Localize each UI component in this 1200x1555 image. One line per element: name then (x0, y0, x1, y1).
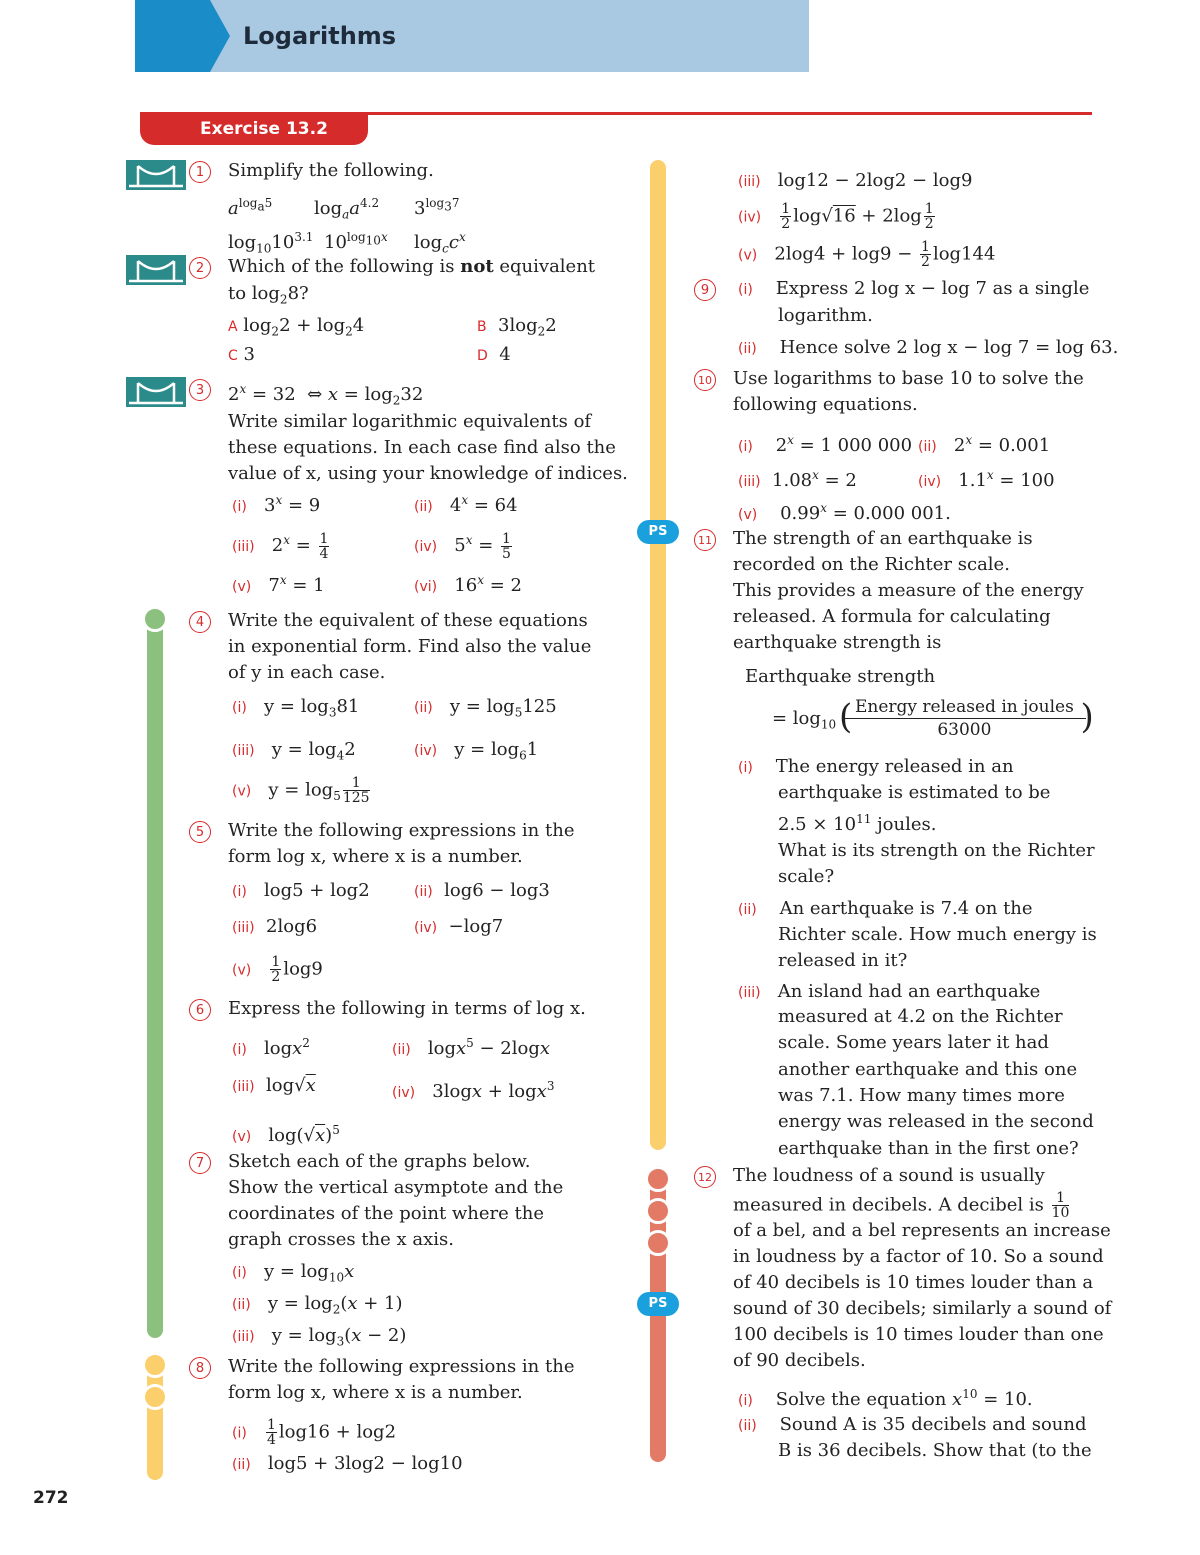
question-text: was 7.1. How many times more (778, 1085, 1065, 1106)
question-text: released in it? (778, 950, 908, 971)
part-iii: (iii) $2^x$ = $\frac{1}{4}$ (232, 530, 329, 562)
part-i: (i) $3^x = 9$ (232, 493, 321, 516)
question-text: Write similar logarithmic equivalents of (228, 411, 592, 432)
part-ii: (ii) $2^x = 0.001$ (918, 433, 1051, 456)
question-number: 1 (189, 161, 211, 183)
question-number: 10 (694, 369, 716, 391)
formula: = $\log_{10}$ (772, 708, 837, 732)
exercise-label (140, 114, 368, 145)
part-v: (v) $7^x = 1$ (232, 573, 325, 596)
option-b: B $3\log_22$ (477, 315, 557, 339)
part-ii: (ii) $y = \log_5125$ (414, 696, 557, 720)
part-ii: (ii) Hence solve 2 log x − log 7 = log 63. (738, 337, 1119, 358)
bridge-icon (126, 255, 186, 285)
question-number: 5 (189, 821, 211, 843)
question-text: in loudness by a factor of 10. So a sound (733, 1246, 1104, 1267)
part-iv: (iv) $1.1^x = 100$ (918, 468, 1055, 491)
question-text: form log x, where x is a number. (228, 846, 523, 867)
question-text: measured in decibels. A decibel is $\frac{1}{10}$ (733, 1190, 1070, 1221)
question-text: measured at 4.2 on the Richter (778, 1006, 1063, 1027)
part-v: (v) $y = \log_5$ $\frac{1}{125}$ (232, 775, 370, 806)
part-v: (v) $0.99^x = 0.000$ 001. (738, 501, 951, 524)
question-text: Write the following expressions in the (228, 820, 575, 841)
header-tab (135, 0, 230, 72)
question-text: earthquake strength is (733, 632, 942, 653)
question-text: in exponential form. Find also the value (228, 636, 592, 657)
ps-badge: PS (637, 520, 679, 544)
part-iv: (iv) $y = \log_61$ (414, 739, 539, 763)
question-text: B is 36 decibels. Show that (to the (778, 1440, 1092, 1461)
question-text: Richter scale. How much energy is (778, 924, 1097, 945)
math-expression: $10^{log_{10}x}$ (324, 230, 388, 253)
question-text: Write the following expressions in the (228, 1356, 575, 1377)
part-i: (i) Express 2 log x − log 7 as a single (738, 278, 1090, 299)
header-band (135, 0, 809, 72)
question-text: value of x, using your knowledge of indices. (228, 463, 628, 484)
question-text: form log x, where x is a number. (228, 1382, 523, 1403)
part-ii: (ii) Sound A is 35 decibels and sound (738, 1414, 1087, 1435)
math-expression: $3^{log_37}$ (414, 196, 460, 219)
part-i: (i) logx$^2$ (232, 1036, 310, 1059)
part-ii: (ii) $y = \log_2(x + 1)$ (232, 1293, 403, 1317)
bridge-icon (126, 377, 186, 407)
difficulty-dot (142, 1384, 168, 1410)
part-ii: (ii) logx$^5$ − 2logx (392, 1036, 551, 1059)
part-iii: (iii) $y = \log_42$ (232, 739, 356, 763)
part-i: (i) $\frac{1}{4}$ log16 + log2 (232, 1417, 397, 1448)
question-number: 4 (189, 611, 211, 633)
formula-label: Earthquake strength (745, 666, 936, 687)
question-text: sound of 30 decibels; similarly a sound of (733, 1298, 1112, 1319)
math-expression: $\log_cc^x$ (414, 230, 466, 256)
part-iii: (iii) $y = \log_3(x - 2)$ (232, 1325, 407, 1349)
difficulty-bar-green (147, 610, 163, 1338)
option-a: A $\log_22 + \log_24$ (228, 315, 365, 339)
part-iv: (iv) $\frac{1}{2}$ log√16 + 2log $\frac{1}{2}$ (738, 201, 934, 232)
question-text: Express the following in terms of log x. (228, 998, 586, 1019)
question-text: another earthquake and this one (778, 1059, 1078, 1080)
question-number: 8 (189, 1357, 211, 1379)
question-text: to $\log_28$? (228, 283, 309, 307)
question-text: The strength of an earthquake is (733, 528, 1033, 549)
part-v: (v) $\log(√x)^5$ (232, 1123, 340, 1146)
part-i: (i) $2^x = 1$ 000 000 (738, 433, 913, 456)
question-text: What is its strength on the Richter (778, 840, 1095, 861)
question-text: scale? (778, 866, 835, 887)
difficulty-dot (645, 1198, 671, 1224)
part-vi: (vi) $16^x = 2$ (414, 573, 522, 596)
question-text: logarithm. (778, 305, 873, 326)
part-iii: (iii) log√x (232, 1075, 316, 1096)
question-text: energy was released in the second (778, 1111, 1094, 1132)
question-number: 11 (694, 529, 716, 551)
question-number: 3 (189, 379, 211, 401)
part-ii: (ii) $4^x = 64$ (414, 493, 518, 516)
question-text: This provides a measure of the energy (733, 580, 1084, 601)
part-i: (i) $y = \log_381$ (232, 696, 360, 720)
question-text: The loudness of a sound is usually (733, 1165, 1045, 1186)
formula-fraction: ( Energy released in joules 63000 ) (839, 697, 1094, 740)
part-iii: (iii) An island had an earthquake (738, 981, 1041, 1002)
question-text: of 40 decibels is 10 times louder than a (733, 1272, 1094, 1293)
part-iv: (iv) $5^x$ = $\frac{1}{5}$ (414, 530, 511, 562)
question-text: 100 decibels is 10 times louder than one (733, 1324, 1104, 1345)
page-title: Logarithms (243, 22, 397, 50)
difficulty-dot (645, 1166, 671, 1192)
part-v: (v) $\frac{1}{2}$ log9 (232, 954, 323, 985)
question-number: 7 (189, 1152, 211, 1174)
part-ii: (ii) log5 + 3log2 − log10 (232, 1453, 463, 1474)
part-ii: (ii) An earthquake is 7.4 on the (738, 898, 1033, 919)
bridge-icon (126, 160, 186, 190)
part-i: (i) Solve the equation $x^{10} = 10$. (738, 1387, 1033, 1410)
question-text: $2.5 \times 10^{11}$ joules. (778, 812, 937, 835)
question-text: these equations. In each case find also the (228, 437, 616, 458)
part-v: (v) 2log4 + log9 − $\frac{1}{2}$ log144 (738, 239, 996, 270)
question-text: of y in each case. (228, 662, 386, 683)
part-iii: (iii) $1.08^x = 2$ (738, 468, 857, 491)
question-text: Simplify the following. (228, 160, 434, 181)
option-c: C 3 (228, 344, 255, 365)
part-iii: (iii) log12 − 2log2 − log9 (738, 170, 973, 191)
question-number: 12 (694, 1166, 716, 1188)
math-expression: $a^{log_a5}$ (228, 196, 273, 219)
formula-numerator: Energy released in joules (843, 696, 1086, 719)
part-iv: (iv) −log7 (414, 916, 504, 937)
part-iii: (iii) 2log6 (232, 916, 318, 937)
question-number: 6 (189, 999, 211, 1021)
question-text: coordinates of the point where the (228, 1203, 545, 1224)
part-ii: (ii) log6 − log3 (414, 880, 550, 901)
question-text: Show the vertical asymptote and the (228, 1177, 564, 1198)
question-text: recorded on the Richter scale. (733, 554, 1010, 575)
question-number: 2 (189, 257, 211, 279)
math-expression: $\log_aa^{4.2}$ (314, 196, 380, 222)
formula-denominator: 63000 (937, 720, 992, 740)
question-text: earthquake than in the first one? (778, 1138, 1079, 1159)
difficulty-bar-yellow (650, 160, 666, 1150)
part-iv: (iv) 3logx + logx$^3$ (392, 1079, 555, 1102)
question-text: released. A formula for calculating (733, 606, 1051, 627)
question-text: Use logarithms to base 10 to solve the (733, 368, 1084, 389)
option-d: D 4 (477, 344, 511, 365)
question-text: graph crosses the x axis. (228, 1229, 454, 1250)
question-text: Which of the following is not equivalent (228, 256, 596, 277)
question-text: Sketch each of the graphs below. (228, 1151, 531, 1172)
math-expression: $2^x = 32$ ⇔ $x = \log_232$ (228, 382, 424, 408)
math-expression: $\log_{10}10^{3.1}$ (228, 230, 314, 256)
part-i: (i) log5 + log2 (232, 880, 370, 901)
question-text: of a bel, and a bel represents an increase (733, 1220, 1111, 1241)
page-number: 272 (33, 1488, 69, 1508)
ps-badge: PS (637, 1292, 679, 1316)
question-text: following equations. (733, 394, 918, 415)
difficulty-dot (645, 1230, 671, 1256)
part-i: (i) The energy released in an (738, 756, 1014, 777)
difficulty-dot (142, 1352, 168, 1378)
question-text: earthquake is estimated to be (778, 782, 1051, 803)
exercise-label-text: Exercise 13.2 (200, 119, 328, 139)
question-text: scale. Some years later it had (778, 1032, 1049, 1053)
question-text: of 90 decibels. (733, 1350, 866, 1371)
question-number: 9 (694, 279, 716, 301)
difficulty-dot (142, 606, 168, 632)
question-text: Write the equivalent of these equations (228, 610, 588, 631)
part-i: (i) $y = \log_{10}x$ (232, 1261, 355, 1285)
